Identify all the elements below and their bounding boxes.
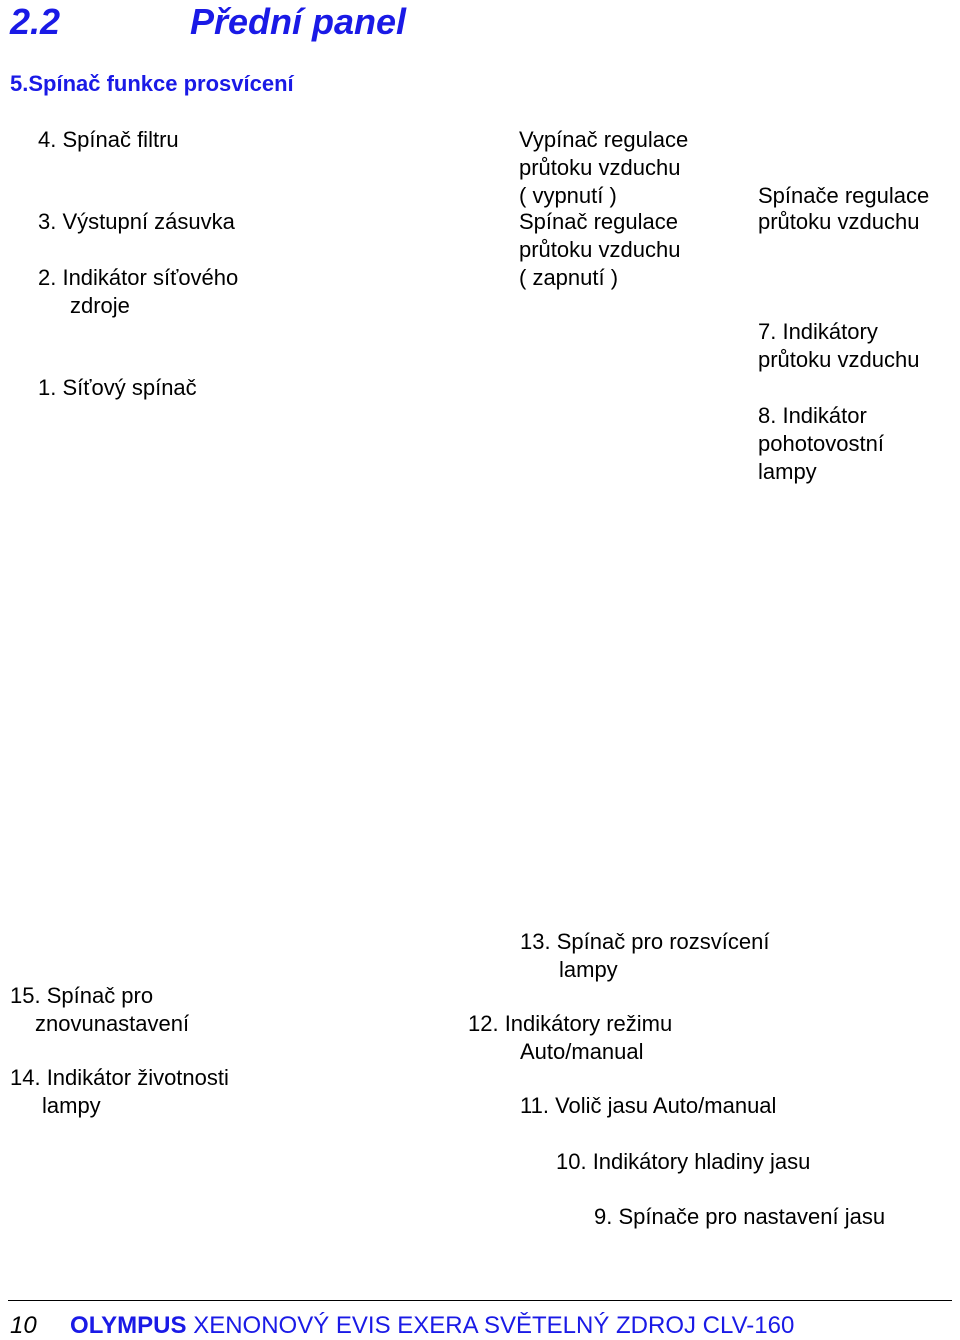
label-mode-indicators-2: Auto/manual bbox=[520, 1039, 644, 1064]
label-airflow-on-2: průtoku vzduchu bbox=[519, 237, 681, 262]
subheading-label: 5.Spínač funkce prosvícení bbox=[10, 71, 294, 96]
label-brightness-selector: 11. Volič jasu Auto/manual bbox=[520, 1093, 777, 1118]
label-airflow-switches-1: Spínače regulace bbox=[758, 183, 930, 208]
label-brightness-switches: 9. Spínače pro nastavení jasu bbox=[594, 1204, 886, 1229]
label-airflow-off-1: Vypínač regulace bbox=[519, 127, 689, 152]
label-standby-lamp-1: 8. Indikátor bbox=[758, 403, 867, 428]
label-lamp-life-1: 14. Indikátor životnosti bbox=[10, 1065, 229, 1090]
label-power-indicator: 2. Indikátor síťového bbox=[38, 265, 239, 290]
label-brightness-indicators: 10. Indikátory hladiny jasu bbox=[556, 1149, 811, 1174]
label-standby-lamp-2: pohotovostní bbox=[758, 431, 884, 456]
footer bbox=[10, 1312, 794, 1340]
label-lamp-life-2: lampy bbox=[42, 1093, 101, 1118]
label-airflow-switches-2: průtoku vzduchu bbox=[758, 209, 920, 234]
footer-brand: OLYMPUS bbox=[70, 1312, 187, 1339]
label-lamp-on-switch-1: 13. Spínač pro rozsvícení bbox=[520, 929, 770, 954]
label-standby-lamp-3: lampy bbox=[758, 459, 817, 484]
label-mode-indicators-1: 12. Indikátory režimu bbox=[468, 1011, 673, 1036]
label-reset-switch-2: znovunastavení bbox=[35, 1011, 190, 1036]
label-airflow-off-2: průtoku vzduchu bbox=[519, 155, 681, 180]
label-airflow-indicators-1: 7. Indikátory bbox=[758, 319, 878, 344]
label-filter-switch: 4. Spínač filtru bbox=[38, 127, 179, 152]
page-number: 10 bbox=[10, 1312, 37, 1339]
footer-title: XENONOVÝ EVIS EXERA SVĚTELNÝ ZDROJ CLV-160 bbox=[193, 1312, 795, 1339]
label-power-indicator-cont: zdroje bbox=[70, 293, 130, 318]
label-airflow-on-3: ( zapnutí ) bbox=[519, 265, 619, 290]
section-number: 2.2 bbox=[10, 1, 61, 42]
label-output-socket: 3. Výstupní zásuvka bbox=[38, 209, 235, 234]
label-power-switch: 1. Síťový spínač bbox=[38, 375, 197, 400]
label-airflow-indicators-2: průtoku vzduchu bbox=[758, 347, 920, 372]
footer-rule bbox=[8, 1300, 952, 1301]
label-reset-switch-1: 15. Spínač pro bbox=[10, 983, 154, 1008]
label-airflow-off-3: ( vypnutí ) bbox=[519, 183, 617, 208]
label-airflow-on-1: Spínač regulace bbox=[519, 209, 678, 234]
label-lamp-on-switch-2: lampy bbox=[559, 957, 618, 982]
page-title: Přední panel bbox=[190, 1, 407, 42]
